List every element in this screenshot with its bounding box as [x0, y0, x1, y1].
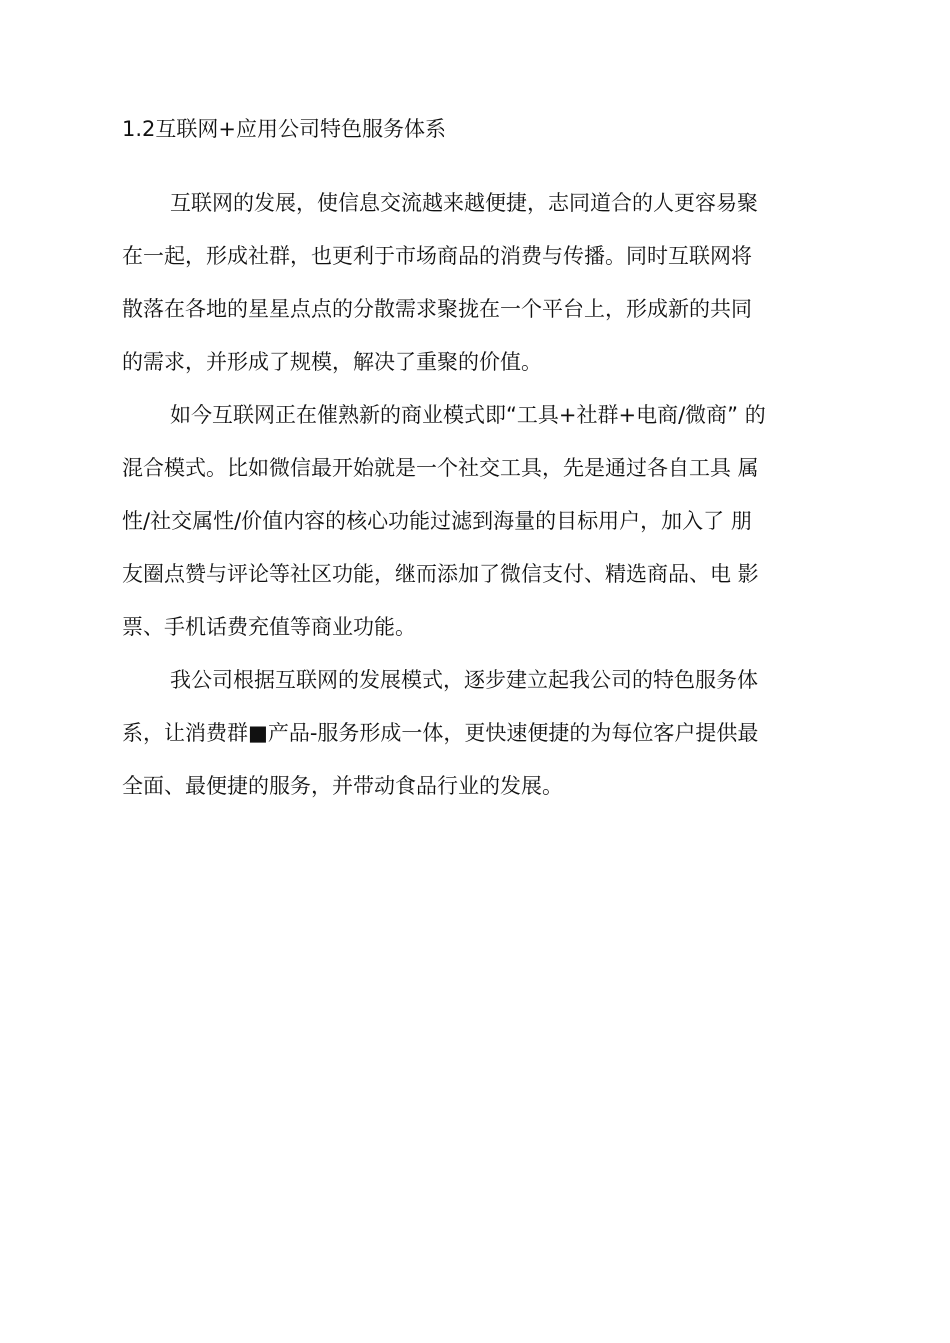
paragraph-1	[122, 177, 832, 389]
paragraph-2	[122, 389, 832, 654]
paragraph-line: 全面、最便捷的服务，并带动食品行业的发展。	[122, 774, 563, 798]
paragraph-line: 混合模式。比如微信最开始就是一个社交工具，先是通过各自工具 属	[122, 456, 759, 480]
paragraph-line: 系，让消费群■产品-服务形成一体，更快速便捷的为每位客户提供最	[122, 721, 759, 745]
paragraph-line: 散落在各地的星星点点的分散需求聚拢在一个平台上，形成新的共同	[122, 297, 752, 321]
paragraph-line: 友圈点赞与评论等社区功能，继而添加了微信支付、精选商品、电 影	[122, 562, 759, 586]
paragraph-line: 在一起，形成社群，也更利于市场商品的消费与传播。同时互联网将	[122, 244, 752, 268]
paragraph-line: 我公司根据互联网的发展模式，逐步建立起我公司的特色服务体	[170, 668, 758, 692]
paragraph-3	[122, 654, 832, 813]
paragraph-line: 如今互联网正在催熟新的商业模式即“工具+社群+电商/微商” 的	[170, 403, 766, 427]
paragraph-line: 的需求，并形成了规模，解决了重聚的价值。	[122, 350, 542, 374]
paragraph-line: 性/社交属性/价值内容的核心功能过滤到海量的目标用户，加入了 朋	[122, 509, 752, 533]
section-heading: 1.2互联网+应用公司特色服务体系	[122, 117, 446, 141]
paragraph-line: 互联网的发展，使信息交流越来越便捷，志同道合的人更容易聚	[170, 191, 758, 215]
paragraph-line: 票、手机话费充值等商业功能。	[122, 615, 416, 639]
